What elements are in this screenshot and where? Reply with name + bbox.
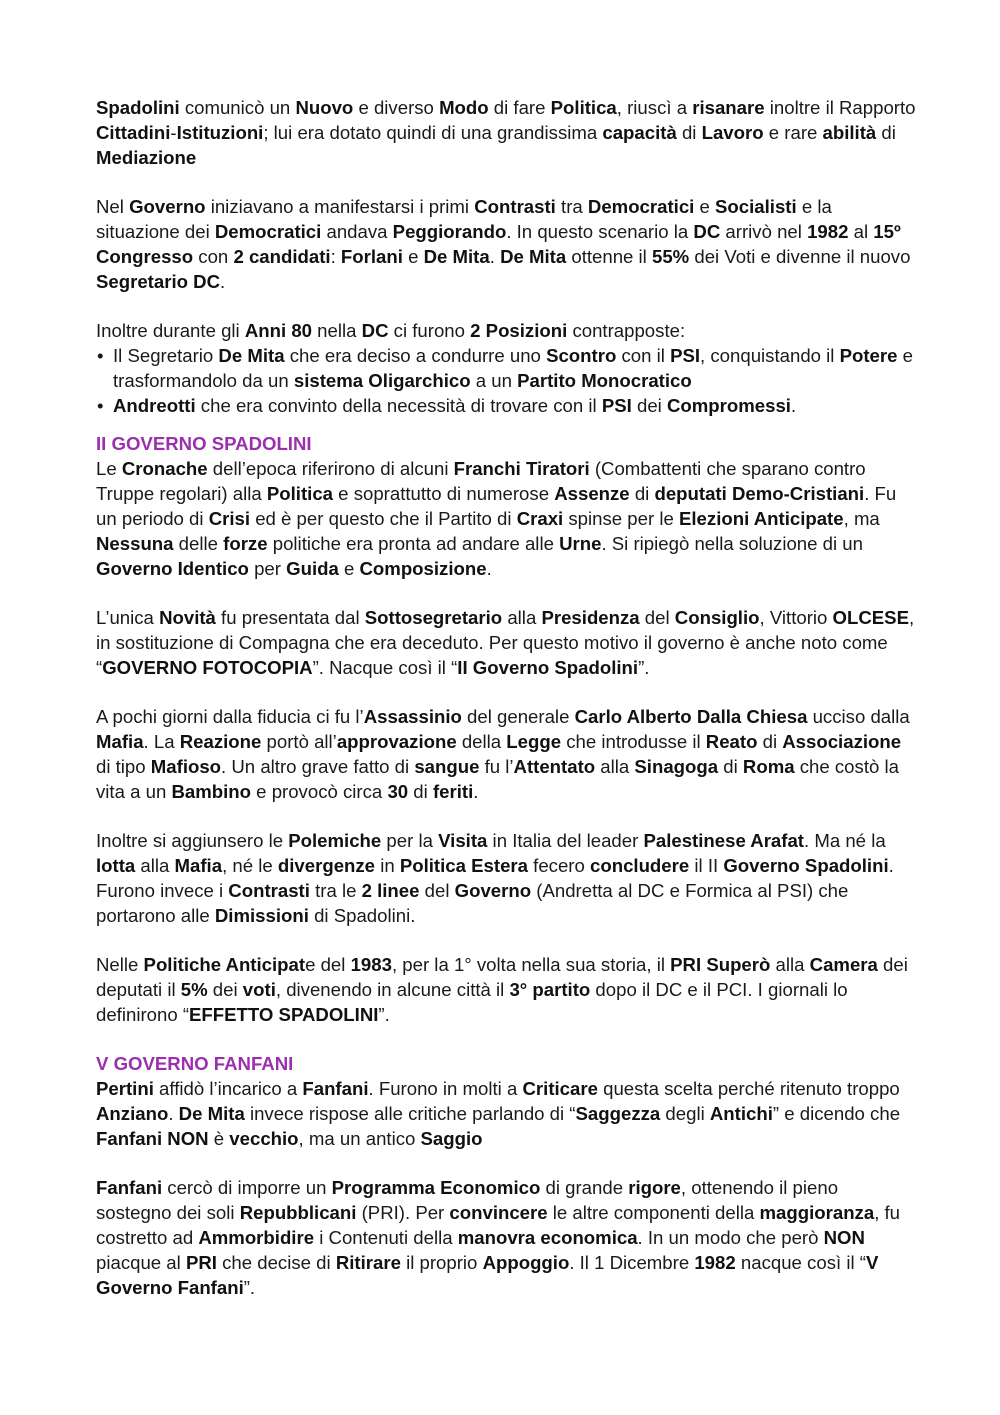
bold-term: DC: [693, 221, 721, 242]
bold-term: Mafia: [174, 855, 223, 876]
bold-term: Lavoro: [701, 122, 764, 143]
bold-term: De Mita: [218, 345, 285, 366]
text-run: che costò la vita a un: [96, 756, 899, 802]
text-run: e: [338, 558, 360, 579]
bold-term: Saggezza: [575, 1103, 661, 1124]
bold-term: Associazione: [782, 731, 902, 752]
bold-term: V Governo Fanfani: [96, 1252, 879, 1298]
text-run: con il: [616, 345, 671, 366]
text-run: . In questo scenario la: [506, 221, 694, 242]
bold-term: Presidenza: [541, 607, 640, 628]
text-run: e: [694, 196, 716, 217]
bold-term: approvazione: [336, 731, 457, 752]
bold-term: feriti: [432, 781, 474, 802]
bold-term: Fanfani: [96, 1177, 163, 1198]
bold-term: Compromessi: [666, 395, 791, 416]
list-item: [96, 393, 916, 418]
bold-term: Urne: [559, 533, 602, 554]
bold-term: Politica: [550, 97, 617, 118]
bold-term: Modo: [439, 97, 489, 118]
bold-term: Camera: [809, 954, 878, 975]
bold-term: Segretario DC: [96, 271, 220, 292]
text-run: per: [248, 558, 287, 579]
text-run: di: [676, 122, 702, 143]
text-run: . Un altro grave fatto di: [221, 756, 415, 777]
bold-term: Anni 80: [244, 320, 313, 341]
text-run: piacque al: [96, 1252, 186, 1273]
bold-term: Assenze: [554, 483, 630, 504]
bold-term: deputati Demo-Cristiani: [654, 483, 865, 504]
bold-term: Peggiorando: [392, 221, 507, 242]
bold-term: 2 candidati: [233, 246, 331, 267]
bold-term: 5%: [180, 979, 208, 1000]
text-run: comunicò un: [179, 97, 296, 118]
bold-term: Antichi: [709, 1103, 773, 1124]
section-heading: V GOVERNO FANFANI: [96, 1053, 294, 1074]
bold-term: Istituzioni: [176, 122, 264, 143]
text-run: fecero: [528, 855, 591, 876]
text-run: (PRI). Per: [356, 1202, 450, 1223]
bold-term: Democratici: [587, 196, 695, 217]
text-run: con: [193, 246, 234, 267]
bold-term: Socialisti: [715, 196, 797, 217]
bold-term: Bambino: [171, 781, 252, 802]
section-heading: II GOVERNO SPADOLINI: [96, 433, 312, 454]
text-run: alla: [135, 855, 175, 876]
text-run: . Furono invece i: [96, 855, 894, 901]
text-run: . Si ripiegò nella soluzione di un: [601, 533, 863, 554]
text-run: alla: [502, 607, 542, 628]
bold-term: Ammorbidire: [198, 1227, 315, 1248]
text-run: che era convinto della necessità di trovare con il: [195, 395, 602, 416]
bold-term: Programma Economico: [331, 1177, 541, 1198]
bold-term: 2 Posizioni: [470, 320, 568, 341]
text-run: a un: [470, 370, 518, 391]
bold-term: voti: [242, 979, 276, 1000]
text-run: ed è per questo che il Partito di: [250, 508, 517, 529]
text-run: delle: [173, 533, 224, 554]
text-run: in: [375, 855, 400, 876]
document-page: [96, 95, 916, 1324]
bold-term: rigore: [628, 1177, 681, 1198]
bold-term: Cittadini: [96, 122, 171, 143]
text-run: alla: [595, 756, 635, 777]
text-run: invece rispose alle critiche parlando di “: [244, 1103, 576, 1124]
text-run: , riuscì a: [616, 97, 693, 118]
text-run: Inoltre si aggiunsero le: [96, 830, 289, 851]
bold-term: lotta: [96, 855, 136, 876]
paragraph: [96, 456, 916, 581]
text-run: e diverso: [353, 97, 440, 118]
bold-term: Assassinio: [363, 706, 462, 727]
text-run: e trasformandolo da un: [113, 345, 913, 391]
text-run: al: [848, 221, 874, 242]
bold-term: PSI: [670, 345, 701, 366]
bold-term: PRI Superò: [670, 954, 771, 975]
text-run: . Il 1 Dicembre: [569, 1252, 695, 1273]
bold-term: Legge: [506, 731, 562, 752]
bold-term: divergenze: [277, 855, 376, 876]
bold-term: Ritirare: [335, 1252, 401, 1273]
bold-term: De Mita: [178, 1103, 245, 1124]
bold-term: abilità: [822, 122, 877, 143]
text-run: . In un modo che però: [637, 1227, 824, 1248]
bold-term: Novità: [159, 607, 216, 628]
text-run: -: [170, 122, 177, 143]
text-run: , per la 1° volta nella sua storia, il: [391, 954, 671, 975]
paragraph: [96, 704, 916, 804]
bold-term: Scontro: [546, 345, 617, 366]
text-run: nacque così il “: [735, 1252, 866, 1273]
bold-term: Nuovo: [295, 97, 354, 118]
bold-term: 15º Congresso: [96, 221, 901, 267]
text-run: . La: [143, 731, 180, 752]
text-run: di: [876, 122, 896, 143]
text-run: e la situazione dei: [96, 196, 832, 242]
bold-term: 1982: [694, 1252, 736, 1273]
text-run: e del: [305, 954, 351, 975]
text-run: L’unica: [96, 607, 160, 628]
text-run: politiche era pronta ad andare alle: [267, 533, 560, 554]
paragraph: [96, 95, 916, 170]
bold-term: 55%: [651, 246, 690, 267]
text-run: andava: [321, 221, 393, 242]
text-run: dei deputati il: [96, 954, 908, 1000]
bold-term: PRI: [185, 1252, 217, 1273]
paragraph: [96, 952, 916, 1027]
bold-term: Reato: [705, 731, 758, 752]
text-run: di: [408, 781, 433, 802]
text-run: dell’epoca riferirono di alcuni: [207, 458, 454, 479]
text-run: di Spadolini.: [308, 905, 416, 926]
bold-term: Forlani: [340, 246, 403, 267]
text-run: e: [402, 246, 424, 267]
bold-term: EFFETTO SPADOLINI: [189, 1004, 379, 1025]
text-run: .: [473, 781, 479, 802]
text-run: .: [790, 395, 797, 416]
text-run: il proprio: [400, 1252, 483, 1273]
text-run: nella: [312, 320, 362, 341]
paragraph: [96, 1175, 916, 1300]
bold-term: Composizione: [359, 558, 487, 579]
bold-term: Democratici: [214, 221, 322, 242]
bold-term: forze: [223, 533, 268, 554]
text-run: che introdusse il: [561, 731, 706, 752]
bold-term: Contrasti: [474, 196, 556, 217]
text-run: e provocò circa: [251, 781, 388, 802]
text-run: il II: [689, 855, 724, 876]
bold-term: Franchi Tiratori: [453, 458, 590, 479]
bold-term: Elezioni Anticipate: [678, 508, 844, 529]
bold-term: Mafia: [96, 731, 144, 752]
text-run: fu l’: [479, 756, 514, 777]
bold-term: 3° partito: [509, 979, 591, 1000]
bold-term: Pertini: [96, 1078, 154, 1099]
text-run: .: [220, 271, 226, 292]
text-run: alla: [770, 954, 810, 975]
text-run: . Ma né la: [804, 830, 886, 851]
text-run: portò all’: [261, 731, 337, 752]
paragraph: [96, 318, 916, 343]
bold-term: Sottosegretario: [364, 607, 503, 628]
bold-term: Appoggio: [482, 1252, 570, 1273]
text-run: tra: [555, 196, 588, 217]
text-run: Inoltre durante gli: [96, 320, 245, 341]
text-run: della: [456, 731, 507, 752]
text-run: fu presentata dal: [215, 607, 365, 628]
bullet-list: [96, 343, 916, 418]
bold-term: Attentato: [513, 756, 596, 777]
bold-term: manovra economica: [457, 1227, 638, 1248]
text-run: , né le: [222, 855, 278, 876]
text-run: , ma un antico: [298, 1128, 421, 1149]
text-run: ottenne il: [566, 246, 652, 267]
text-run: , conquistando il: [700, 345, 840, 366]
text-run: degli: [660, 1103, 710, 1124]
text-run: Le: [96, 458, 122, 479]
bold-term: II Governo Spadolini: [457, 657, 639, 678]
text-run: tra le: [309, 880, 362, 901]
text-run: i Contenuti della: [314, 1227, 458, 1248]
bold-term: 2 linee: [361, 880, 420, 901]
bold-term: Andreotti: [113, 395, 196, 416]
bold-term: Mafioso: [150, 756, 222, 777]
text-run: del: [419, 880, 455, 901]
text-run: cercò di imporre un: [162, 1177, 332, 1198]
bold-term: Carlo Alberto Dalla Chiesa: [574, 706, 808, 727]
list-item-text: [113, 395, 796, 416]
bold-term: De Mita: [423, 246, 490, 267]
bold-term: Visita: [438, 830, 488, 851]
bold-term: Contrasti: [228, 880, 310, 901]
text-run: contrapposte:: [567, 320, 686, 341]
bold-term: DC: [361, 320, 389, 341]
bold-term: Politica: [266, 483, 334, 504]
text-run: ”.: [378, 1004, 390, 1025]
text-run: questa scelta perché ritenuto troppo: [597, 1078, 900, 1099]
text-run: :: [330, 246, 341, 267]
text-run: ”. Nacque così il “: [312, 657, 458, 678]
list-item: [96, 343, 916, 393]
text-run: spinse per le: [563, 508, 679, 529]
bold-term: Anziano: [96, 1103, 169, 1124]
bold-term: Palestinese Arafat: [643, 830, 805, 851]
text-run: , divenendo in alcune città il: [275, 979, 510, 1000]
bold-term: Sinagoga: [634, 756, 719, 777]
text-run: ” e dicendo che: [772, 1103, 901, 1124]
text-run: affidò l’incarico a: [153, 1078, 303, 1099]
paragraph: [96, 194, 916, 294]
text-run: dei Voti e divenne il nuovo: [689, 246, 911, 267]
text-run: , Vittorio: [759, 607, 833, 628]
text-run: ; lui era dotato quindi di una grandissima: [263, 122, 603, 143]
text-run: , fu costretto ad: [96, 1202, 901, 1248]
text-run: (Andretta al DC e Formica al PSI) che portarono alle: [96, 880, 849, 926]
paragraph: [96, 605, 916, 680]
text-run: (Combattenti che sparano contro Truppe regolari) alla: [96, 458, 866, 504]
text-run: A pochi giorni dalla fiducia ci fu l’: [96, 706, 364, 727]
bold-term: Governo: [454, 880, 532, 901]
text-run: in Italia del leader: [487, 830, 644, 851]
text-run: e rare: [763, 122, 823, 143]
bold-term: Governo Identico: [96, 558, 249, 579]
text-run: iniziavano a manifestarsi i primi: [205, 196, 475, 217]
text-run: di fare: [488, 97, 551, 118]
bold-term: OLCESE: [832, 607, 909, 628]
bold-term: convincere: [449, 1202, 548, 1223]
text-run: che decise di: [216, 1252, 336, 1273]
paragraph: [96, 1076, 916, 1151]
text-run: e soprattutto di numerose: [333, 483, 555, 504]
text-run: , ma: [843, 508, 880, 529]
bold-term: PSI: [601, 395, 632, 416]
bold-term: Craxi: [516, 508, 564, 529]
text-run: che era deciso a condurre uno: [284, 345, 547, 366]
text-run: è: [208, 1128, 230, 1149]
text-run: arrivò nel: [720, 221, 808, 242]
bold-term: Nessuna: [96, 533, 174, 554]
bold-term: Governo: [129, 196, 206, 217]
text-run: Il Segretario: [113, 345, 219, 366]
text-run: Nelle: [96, 954, 144, 975]
bold-term: NON: [823, 1227, 865, 1248]
text-run: , ottenendo il pieno sostegno dei soli: [96, 1177, 839, 1223]
bold-term: sistema Oligarchico: [293, 370, 471, 391]
text-run: . Furono in molti a: [368, 1078, 523, 1099]
text-run: ci furono: [388, 320, 471, 341]
bold-term: 1983: [350, 954, 392, 975]
bold-term: maggioranza: [759, 1202, 875, 1223]
text-run: di: [629, 483, 655, 504]
bold-term: Cronache: [121, 458, 208, 479]
text-run: .: [168, 1103, 179, 1124]
text-run: di grande: [540, 1177, 629, 1198]
bold-term: Potere: [839, 345, 898, 366]
text-run: del generale: [461, 706, 575, 727]
bold-term: Saggio: [420, 1128, 483, 1149]
text-run: dei: [631, 395, 667, 416]
bold-term: Mediazione: [96, 147, 197, 168]
text-run: le altre componenti della: [547, 1202, 760, 1223]
text-run: , in sostituzione di Compagna che era deceduto. Per questo motivo il governo è anche noto come “: [96, 607, 915, 678]
bold-term: Reazione: [179, 731, 262, 752]
bold-term: Polemiche: [288, 830, 382, 851]
paragraph: [96, 828, 916, 928]
bold-term: 1982: [807, 221, 849, 242]
bold-term: Consiglio: [674, 607, 760, 628]
bold-term: 30: [387, 781, 409, 802]
bold-term: Fanfani NON: [96, 1128, 209, 1149]
bold-term: GOVERNO FOTOCOPIA: [102, 657, 313, 678]
text-run: inoltre il Rapporto: [764, 97, 916, 118]
text-run: dei: [207, 979, 243, 1000]
text-run: per la: [381, 830, 439, 851]
bold-term: Criticare: [522, 1078, 598, 1099]
text-run: del: [639, 607, 675, 628]
bold-term: De Mita: [500, 246, 567, 267]
bullet-icon: •: [97, 395, 104, 416]
bold-term: Spadolini: [96, 97, 180, 118]
text-run: Nel: [96, 196, 130, 217]
bold-term: Politiche Anticipat: [143, 954, 306, 975]
bold-term: Crisi: [208, 508, 251, 529]
bold-term: sangue: [414, 756, 480, 777]
bold-term: Politica Estera: [399, 855, 528, 876]
bold-term: Repubblicani: [239, 1202, 357, 1223]
bullet-icon: •: [97, 345, 104, 366]
bold-term: risanare: [692, 97, 765, 118]
text-run: ucciso dalla: [807, 706, 910, 727]
text-run: di: [757, 731, 783, 752]
text-run: dopo il DC e il PCI. I giornali lo definirono “: [96, 979, 848, 1025]
bold-term: capacità: [602, 122, 677, 143]
text-run: . Fu un periodo di: [96, 483, 897, 529]
bold-term: Guida: [286, 558, 339, 579]
text-run: ”.: [243, 1277, 256, 1298]
bold-term: Roma: [742, 756, 795, 777]
bold-term: Fanfani: [302, 1078, 369, 1099]
bold-term: Dimissioni: [214, 905, 309, 926]
bold-term: Partito Monocratico: [517, 370, 692, 391]
text-run: di tipo: [96, 756, 151, 777]
text-run: .: [486, 558, 492, 579]
text-run: di: [718, 756, 743, 777]
list-item-text: [113, 345, 913, 391]
bold-term: Governo Spadolini: [723, 855, 889, 876]
bold-term: vecchio: [229, 1128, 299, 1149]
text-run: ”.: [638, 657, 650, 678]
bold-term: concludere: [590, 855, 690, 876]
text-run: .: [489, 246, 501, 267]
